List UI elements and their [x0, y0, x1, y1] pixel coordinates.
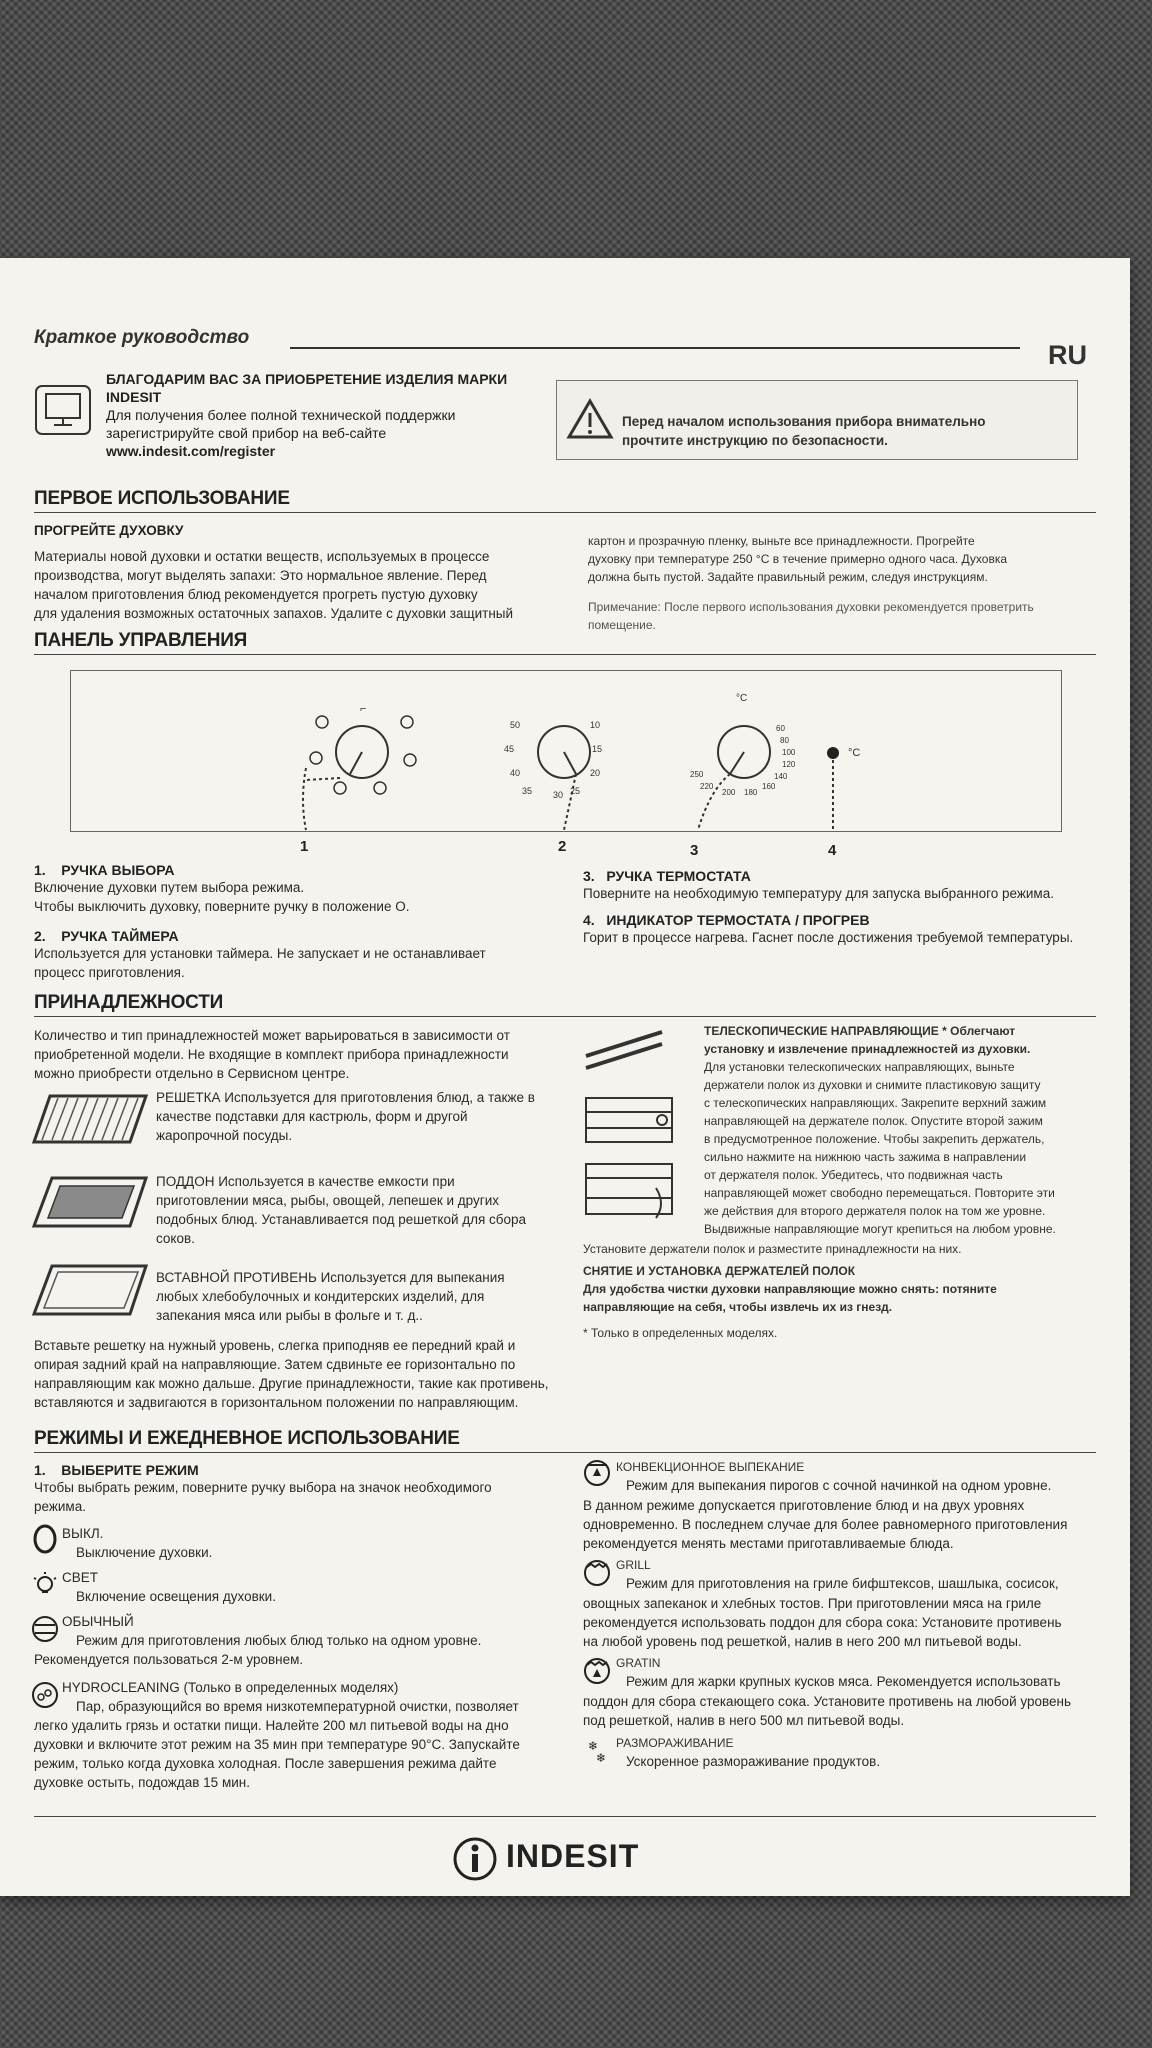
mode-title: GRILL — [616, 1558, 651, 1572]
timer-tick-label: 30 — [553, 790, 564, 800]
section-rule — [34, 654, 1096, 655]
section-heading-modes: РЕЖИМЫ И ЕЖЕДНЕВНОЕ ИСПОЛЬЗОВАНИЕ — [34, 1428, 460, 1449]
item-title: РУЧКА ВЫБОРА — [61, 862, 175, 878]
text-line: опирая задний край на направляющие. Затем сдвиньте ее горизонтально по — [34, 1357, 516, 1372]
accessories-intro — [34, 1026, 574, 1083]
text-line: одновременно. В последнем случае для более равномерного приготовления — [583, 1517, 1068, 1532]
text-line: приобретенной модели. Не входящие в комплект прибора принадлежности — [34, 1047, 509, 1062]
thermo-tick-label: 220 — [700, 782, 714, 791]
panel-item-2 — [34, 928, 574, 982]
warning-line: Перед началом использования прибора внимательно — [622, 414, 986, 429]
text-line: поддон для сбора стекающего сока. Установите противень на любой уровень — [583, 1694, 1071, 1709]
first-use-text-right — [588, 532, 1098, 586]
text-line: можно приобрести отдельно в Сервисном центре. — [34, 1066, 350, 1081]
text-line: же действия для второго держателя полок на том же уровне. — [704, 1204, 1046, 1218]
thermo-tick-label: 160 — [762, 782, 776, 791]
light-mode-icon — [401, 716, 413, 728]
text-line: держатели полок из духовки и снимите пластиковую защиту — [704, 1078, 1041, 1092]
text-line: Чтобы выбрать режим, поверните ручку выбора на значок необходимого — [34, 1480, 492, 1495]
timer-tick-label: 10 — [590, 720, 601, 730]
section-rule — [34, 1016, 1096, 1017]
callout-1: 1 — [300, 838, 309, 855]
section-heading-control-panel: ПАНЕЛЬ УПРАВЛЕНИЯ — [34, 630, 248, 651]
convection-text — [583, 1496, 1103, 1553]
first-use-text-left — [34, 547, 574, 623]
item-number: 2. — [34, 928, 46, 944]
mode-off — [62, 1524, 562, 1562]
grill-icon — [582, 1558, 612, 1588]
convection-fan-icon — [582, 1458, 612, 1488]
text-line: должна быть пустой. Задайте правильный режим, следуя инструкциям. — [588, 570, 988, 584]
thermo-tick-label: 180 — [744, 788, 758, 797]
text-line: Примечание: После первого использования духовки рекомендуется проветрить — [588, 600, 1034, 614]
callout-3: 3 — [690, 842, 699, 859]
text-line: качестве подставки для кастрюль, форм и другой — [156, 1109, 468, 1124]
text-line: для удаления возможных остаточных запахов. Удалите с духовки защитный — [34, 606, 514, 621]
mode-title: СВЕТ — [62, 1570, 99, 1585]
text-line: от держателя полок. Убедитесь, что подвижная часть — [704, 1168, 1003, 1182]
mode-grill — [616, 1556, 1106, 1593]
section-rule — [34, 512, 1096, 513]
language-code: RU — [1048, 340, 1087, 370]
text-line: Материалы новой духовки и остатки веществ, используемых в процессе — [34, 549, 490, 564]
text-line: направляющим как можно дальше. Другие принадлежности, такие как противень, — [34, 1376, 549, 1391]
thermo-tick-label: 80 — [780, 736, 789, 745]
text-line: Вставьте решетку на нужный уровень, слегка приподняв ее передний край и — [34, 1338, 516, 1353]
text-line: Режим для выпекания пирогов с сочной начинкой на одном уровне. — [626, 1478, 1052, 1493]
text-line: соков. — [156, 1231, 195, 1246]
text-line: вставляются и задвигаются в горизонтальном положении по направляющим. — [34, 1395, 519, 1410]
thermostat-indicator-light — [827, 747, 839, 759]
wire-rack-image — [30, 1088, 150, 1150]
step-title: ВЫБЕРИТЕ РЕЖИМ — [61, 1462, 199, 1478]
thermo-tick-label: 120 — [782, 760, 796, 769]
gratin-mode-icon — [334, 782, 346, 794]
text-line: Используется для установки таймера. Не запускает и не останавливает — [34, 946, 486, 961]
timer-tick-label: 25 — [570, 786, 581, 796]
mode-title: ВЫКЛ. — [62, 1526, 104, 1541]
text-line: ПОДДОН Используется в качестве емкости при — [156, 1174, 455, 1189]
text-line: Режим для жарки крупных кусков мяса. Рекомендуется использовать — [626, 1674, 1061, 1689]
timer-tick-label: 45 — [504, 744, 515, 754]
panel-item-4 — [583, 912, 1103, 947]
text-line: ВСТАВНОЙ ПРОТИВЕНЬ Используется для выпекания — [156, 1270, 505, 1285]
thermo-tick-label: 140 — [774, 772, 788, 781]
text-line: РЕШЕТКА Используется для приготовления блюд, а также в — [156, 1090, 535, 1105]
hydrocleaning-text — [34, 1716, 574, 1792]
defrost-mode-icon — [374, 782, 386, 794]
text-line: помещение. — [588, 618, 656, 632]
mode-title: HYDROCLEANING (Только в определенных моделях) — [62, 1680, 399, 1695]
text-line: Поверните на необходимую температуру для запуска выбранного режима. — [583, 886, 1054, 901]
item-number: 4. — [583, 912, 595, 928]
item-title: ИНДИКАТОР ТЕРМОСТАТА / ПРОГРЕВ — [606, 912, 870, 928]
text-line: духовке остыть, подождав 15 мин. — [34, 1775, 250, 1790]
text-line: с телескопических направляющих. Закрепите верхний зажим — [704, 1096, 1047, 1110]
thanks-line: БЛАГОДАРИМ ВАС ЗА ПРИОБРЕТЕНИЕ ИЗДЕЛИЯ МАРКИ — [106, 371, 508, 387]
text-line: овощных запеканок и хлебных тостов. При приготовлении мяса на гриле — [583, 1596, 1042, 1611]
mode-title: GRATIN — [616, 1656, 661, 1670]
text-line: установку и извлечение принадлежностей из духовки. — [704, 1042, 1031, 1056]
insert-instructions — [34, 1336, 574, 1412]
mode-gratin — [616, 1654, 1106, 1691]
timer-tick-label: 40 — [510, 768, 521, 778]
text-line: Включение духовки путем выбора режима. — [34, 880, 305, 895]
text-line: в предусмотренное положение. Чтобы закрепить держатель, — [704, 1132, 1045, 1146]
item-title: РУЧКА ТЕРМОСТАТА — [606, 868, 751, 884]
text-line: Чтобы выключить духовку, поверните ручку в положение О. — [34, 899, 410, 914]
drip-tray-image — [30, 1172, 150, 1234]
mode-title: ОБЫЧНЫЙ — [62, 1614, 134, 1629]
text-line: картон и прозрачную пленку, выньте все принадлежности. Прогрейте — [588, 534, 975, 548]
step-number: 1. — [34, 1462, 46, 1478]
brand-logo-text: INDESIT — [506, 1838, 640, 1874]
svg-text:⌐: ⌐ — [360, 703, 367, 715]
section-rule — [34, 1452, 1096, 1453]
mode-conventional — [62, 1612, 572, 1650]
callout-2: 2 — [558, 838, 567, 855]
light-bulb-icon — [30, 1570, 60, 1600]
item-number: 1. — [34, 862, 46, 878]
mode-title: РАЗМОРАЖИВАНИЕ — [616, 1736, 734, 1750]
svg-text:❄: ❄ — [588, 1739, 599, 1753]
grill-text — [583, 1594, 1103, 1651]
callout-4: 4 — [828, 842, 837, 859]
text-line: Для удобства чистки духовки направляющие можно снять: потяните — [583, 1282, 997, 1296]
section-heading-accessories: ПРИНАДЛЕЖНОСТИ — [34, 992, 224, 1013]
timer-tick-label: 50 — [510, 720, 521, 730]
thermo-degree-label: °C — [736, 693, 748, 704]
conventional-mode-icon — [404, 754, 416, 766]
text-line: запекания мяса или рыбы в фольге и т. д.. — [156, 1308, 423, 1323]
defrost-icon — [582, 1736, 612, 1766]
thermo-tick-label: 100 — [782, 748, 796, 757]
text-line: рекомендуется использовать поддон для сбора сока: Установите противень — [583, 1615, 1062, 1630]
text-line: Рекомендуется пользоваться 2-м уровнем. — [34, 1652, 304, 1667]
thanks-block — [106, 370, 546, 460]
text-line: Режим для приготовления на гриле бифштексов, шашлыка, сосисок, — [626, 1576, 1059, 1591]
timer-tick-label: 15 — [592, 744, 603, 754]
text-line: режима. — [34, 1499, 86, 1514]
telescopic-description — [704, 1022, 1104, 1238]
text-line: духовки и включите этот режим на 35 мин при температуре 90°C. Запускайте — [34, 1737, 520, 1752]
thermo-tick-label: 60 — [776, 724, 785, 733]
item-number: 3. — [583, 868, 595, 884]
text-line: под решеткой, налив в него 500 мл питьевой воды. — [583, 1713, 905, 1728]
timer-tick-label: 35 — [522, 786, 533, 796]
text-line: началом приготовления блюд рекомендуется прогреть пустую духовку — [34, 587, 478, 602]
support-line: зарегистрируйте свой прибор на веб-сайте — [106, 425, 387, 441]
text-line: Пар, образующийся во время низкотемпературной очистки, позволяет — [76, 1699, 519, 1714]
text-line: направляющей на держателе полок. Опустите второй зажим — [704, 1114, 1043, 1128]
text-line: Ускоренное размораживание продуктов. — [626, 1754, 881, 1769]
text-line: режим, только когда духовка холодная. После завершения режима дайте — [34, 1756, 497, 1771]
mode-defrost — [616, 1734, 1106, 1771]
text-line: Для установки телескопических направляющих, выньте — [704, 1060, 1015, 1074]
item-title: РУЧКА ТАЙМЕРА — [61, 928, 179, 944]
register-link[interactable]: www.indesit.com/register — [106, 443, 276, 459]
off-mode-icon — [310, 752, 322, 764]
text-line: Выключение духовки. — [76, 1545, 213, 1560]
safety-warning-text — [622, 412, 1072, 450]
text-line: духовку при температуре 250 °C в течение примерно одного часа. Духовка — [588, 552, 1008, 566]
header-rule — [290, 347, 1020, 349]
baking-tray-description — [156, 1268, 576, 1325]
text-line: любых хлебобулочных и кондитерских изделий, для — [156, 1289, 485, 1304]
panel-item-1 — [34, 862, 574, 916]
first-use-note — [588, 598, 1098, 634]
indesit-logo-icon — [452, 1836, 498, 1882]
text-line: В данном режиме допускается приготовление блюд и на двух уровнях — [583, 1498, 1025, 1513]
text-line: приготовлении мяса, рыбы, овощей, лепешек и других — [156, 1193, 500, 1208]
text-line: ТЕЛЕСКОПИЧЕСКИЕ НАПРАВЛЯЮЩИЕ * Облегчают — [704, 1024, 1016, 1038]
text-line: жаропрочной посуды. — [156, 1128, 293, 1143]
text-line: на любой уровень под решеткой, налив в него 200 мл питьевой воды. — [583, 1634, 1022, 1649]
mode-hydrocleaning — [62, 1678, 572, 1716]
baking-tray-image — [30, 1260, 150, 1322]
text-line: процесс приготовления. — [34, 965, 185, 980]
subheading-preheat: ПРОГРЕЙТЕ ДУХОВКУ — [34, 523, 184, 538]
text-line: легко удалить грязь и остатки пищи. Налейте 200 мл питьевой воды на дно — [34, 1718, 509, 1733]
removal-description — [583, 1280, 1103, 1316]
text-line: Горит в процессе нагрева. Гаснет после достижения требуемой температуры. — [583, 930, 1074, 945]
text-line: Включение освещения духовки. — [76, 1589, 276, 1604]
text-line: подобных блюд. Устанавливается под решеткой для сбора — [156, 1212, 527, 1227]
thanks-brand: INDESIT — [106, 389, 162, 405]
thermo-tick-label: 250 — [690, 770, 704, 779]
footer-rule — [34, 1816, 1096, 1817]
telescopic-last-line: Установите держатели полок и разместите принадлежности на них. — [583, 1242, 962, 1256]
thermo-tick-label: 200 — [722, 788, 736, 797]
text-line: Выдвижные направляющие могут крепиться на любом уровне. — [704, 1222, 1056, 1236]
page-title: Краткое руководство — [34, 327, 250, 348]
timer-tick-label: 20 — [590, 768, 601, 778]
mode-title: КОНВЕКЦИОННОЕ ВЫПЕКАНИЕ — [616, 1460, 805, 1474]
footnote: * Только в определенных моделях. — [583, 1326, 778, 1340]
warning-triangle-icon — [566, 398, 614, 440]
gratin-icon — [582, 1656, 612, 1686]
tray-description — [156, 1172, 576, 1248]
convection-mode-icon — [316, 716, 328, 728]
text-line: рекомендуется менять местами приготавливаемые блюда. — [583, 1536, 954, 1551]
text-line: направляющие на себя, чтобы извлечь их из гнезд. — [583, 1300, 893, 1314]
support-line: Для получения более полной технической поддержки — [106, 407, 456, 423]
rack-description — [156, 1088, 576, 1145]
mode-convection — [616, 1458, 1106, 1495]
text-line: сильно нажмите на нижнюю часть зажима в направлении — [704, 1150, 1027, 1164]
removal-title: СНЯТИЕ И УСТАНОВКА ДЕРЖАТЕЛЕЙ ПОЛОК — [583, 1264, 856, 1278]
monitor-icon — [34, 384, 92, 436]
conventional-mode-icon — [30, 1614, 60, 1644]
step-select-mode — [34, 1462, 574, 1516]
text-line: направляющей может свободно перемещаться. Повторите эти — [704, 1186, 1055, 1200]
section-heading-first-use: ПЕРВОЕ ИСПОЛЬЗОВАНИЕ — [34, 488, 290, 509]
indicator-degree-label: °C — [848, 747, 861, 759]
telescopic-rails-image — [582, 1026, 692, 1236]
gratin-text — [583, 1692, 1103, 1730]
warning-line: прочтите инструкцию по безопасности. — [622, 433, 888, 448]
text-line: производства, могут выделять запахи: Это нормальное явление. Перед — [34, 568, 487, 583]
hydrocleaning-icon — [30, 1680, 60, 1710]
off-mode-icon — [30, 1524, 60, 1554]
mode-light — [62, 1568, 562, 1606]
panel-item-3 — [583, 868, 1103, 903]
text-line: Количество и тип принадлежностей может варьироваться в зависимости от — [34, 1028, 510, 1043]
text-line: Режим для приготовления любых блюд только на одном уровне. — [76, 1633, 482, 1648]
svg-text:❄: ❄ — [596, 1751, 607, 1765]
